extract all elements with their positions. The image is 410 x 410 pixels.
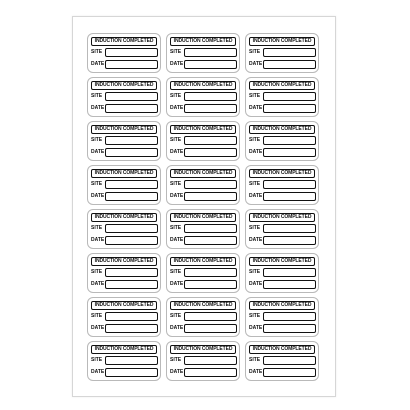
induction-label (87, 341, 161, 381)
date-row (91, 368, 158, 377)
label-title: INDUCTION COMPLETED (249, 301, 315, 310)
site-field[interactable] (184, 136, 237, 145)
label-title: INDUCTION COMPLETED (91, 257, 157, 266)
induction-label (87, 33, 161, 73)
site-field[interactable] (263, 180, 316, 189)
label-title: INDUCTION COMPLETED (249, 169, 315, 178)
date-label: DATE (91, 281, 105, 287)
site-field[interactable] (184, 48, 237, 57)
site-field[interactable] (105, 48, 158, 57)
label-title: INDUCTION COMPLETED (249, 345, 315, 354)
site-field[interactable] (105, 356, 158, 365)
site-row (91, 312, 158, 321)
site-label: SITE (170, 269, 182, 275)
site-field[interactable] (263, 48, 316, 57)
site-row (170, 312, 237, 321)
date-row (170, 236, 237, 245)
label-title: INDUCTION COMPLETED (91, 37, 157, 46)
date-label: DATE (91, 105, 105, 111)
label-title: INDUCTION COMPLETED (91, 169, 157, 178)
site-label: SITE (249, 137, 261, 143)
date-label: DATE (91, 61, 105, 67)
label-sheet (72, 16, 336, 397)
site-field[interactable] (105, 92, 158, 101)
site-row (249, 136, 316, 145)
date-field[interactable] (184, 324, 237, 333)
site-row (91, 136, 158, 145)
label-title: INDUCTION COMPLETED (91, 125, 157, 134)
date-field[interactable] (263, 236, 316, 245)
date-field[interactable] (105, 368, 158, 377)
date-row (91, 236, 158, 245)
date-field[interactable] (263, 192, 316, 201)
site-label: SITE (91, 313, 103, 319)
site-row (91, 224, 158, 233)
site-row (249, 312, 316, 321)
date-label: DATE (91, 193, 105, 199)
induction-label (87, 209, 161, 249)
site-field[interactable] (263, 356, 316, 365)
date-row (249, 368, 316, 377)
site-label: SITE (91, 225, 103, 231)
date-field[interactable] (263, 368, 316, 377)
date-label: DATE (170, 325, 184, 331)
date-row (170, 104, 237, 113)
site-field[interactable] (263, 92, 316, 101)
date-field[interactable] (184, 148, 237, 157)
date-field[interactable] (184, 280, 237, 289)
site-label: SITE (170, 93, 182, 99)
date-field[interactable] (184, 104, 237, 113)
site-row (170, 92, 237, 101)
site-row (249, 224, 316, 233)
site-field[interactable] (184, 224, 237, 233)
label-title: INDUCTION COMPLETED (170, 257, 236, 266)
date-row (249, 60, 316, 69)
site-field[interactable] (184, 312, 237, 321)
date-label: DATE (170, 105, 184, 111)
date-label: DATE (249, 105, 263, 111)
date-row (91, 148, 158, 157)
date-label: DATE (91, 149, 105, 155)
induction-label (245, 77, 319, 117)
induction-label (87, 121, 161, 161)
induction-label (245, 253, 319, 293)
site-row (170, 180, 237, 189)
label-title: INDUCTION COMPLETED (170, 81, 236, 90)
induction-label (87, 253, 161, 293)
label-title: INDUCTION COMPLETED (91, 301, 157, 310)
induction-label (166, 165, 240, 205)
date-row (249, 280, 316, 289)
induction-label (166, 77, 240, 117)
date-field[interactable] (263, 104, 316, 113)
date-label: DATE (170, 369, 184, 375)
induction-label (245, 209, 319, 249)
date-label: DATE (249, 325, 263, 331)
label-title: INDUCTION COMPLETED (170, 213, 236, 222)
date-row (170, 60, 237, 69)
date-label: DATE (249, 149, 263, 155)
site-field[interactable] (105, 224, 158, 233)
label-title: INDUCTION COMPLETED (170, 345, 236, 354)
date-field[interactable] (184, 236, 237, 245)
site-label: SITE (249, 181, 261, 187)
induction-label (166, 297, 240, 337)
label-title: INDUCTION COMPLETED (249, 125, 315, 134)
site-label: SITE (91, 137, 103, 143)
site-field[interactable] (184, 268, 237, 277)
induction-label (166, 121, 240, 161)
date-row (91, 324, 158, 333)
date-row (170, 280, 237, 289)
site-field[interactable] (105, 312, 158, 321)
site-label: SITE (91, 93, 103, 99)
site-field[interactable] (263, 268, 316, 277)
label-title: INDUCTION COMPLETED (249, 257, 315, 266)
induction-label (166, 253, 240, 293)
label-title: INDUCTION COMPLETED (249, 81, 315, 90)
date-label: DATE (170, 61, 184, 67)
site-row (249, 268, 316, 277)
site-field[interactable] (263, 224, 316, 233)
label-title: INDUCTION COMPLETED (170, 301, 236, 310)
site-label: SITE (249, 93, 261, 99)
label-title: INDUCTION COMPLETED (91, 213, 157, 222)
date-row (249, 236, 316, 245)
date-field[interactable] (105, 236, 158, 245)
site-row (170, 356, 237, 365)
date-field[interactable] (105, 280, 158, 289)
date-label: DATE (91, 369, 105, 375)
site-label: SITE (249, 357, 261, 363)
label-title: INDUCTION COMPLETED (91, 345, 157, 354)
label-title: INDUCTION COMPLETED (249, 37, 315, 46)
site-row (170, 136, 237, 145)
date-field[interactable] (263, 60, 316, 69)
site-label: SITE (170, 225, 182, 231)
date-row (170, 192, 237, 201)
site-row (249, 92, 316, 101)
site-label: SITE (170, 181, 182, 187)
date-label: DATE (249, 369, 263, 375)
label-title: INDUCTION COMPLETED (170, 125, 236, 134)
label-grid (87, 33, 319, 381)
date-field[interactable] (105, 60, 158, 69)
induction-label (87, 165, 161, 205)
induction-label (166, 341, 240, 381)
site-row (249, 180, 316, 189)
site-field[interactable] (184, 356, 237, 365)
site-label: SITE (170, 49, 182, 55)
date-label: DATE (170, 237, 184, 243)
site-field[interactable] (105, 268, 158, 277)
date-label: DATE (249, 193, 263, 199)
date-label: DATE (249, 61, 263, 67)
site-label: SITE (91, 269, 103, 275)
site-field[interactable] (105, 136, 158, 145)
date-field[interactable] (184, 60, 237, 69)
site-row (91, 180, 158, 189)
site-row (91, 268, 158, 277)
date-row (170, 368, 237, 377)
site-row (249, 48, 316, 57)
site-label: SITE (249, 269, 261, 275)
date-label: DATE (249, 281, 263, 287)
date-row (249, 104, 316, 113)
label-title: INDUCTION COMPLETED (249, 213, 315, 222)
site-row (249, 356, 316, 365)
date-field[interactable] (184, 192, 237, 201)
site-row (170, 48, 237, 57)
induction-label (166, 209, 240, 249)
date-row (91, 60, 158, 69)
induction-label (87, 297, 161, 337)
date-label: DATE (170, 281, 184, 287)
induction-label (245, 165, 319, 205)
site-field[interactable] (184, 92, 237, 101)
date-label: DATE (249, 237, 263, 243)
site-label: SITE (249, 313, 261, 319)
site-label: SITE (91, 49, 103, 55)
label-title: INDUCTION COMPLETED (170, 169, 236, 178)
induction-label (245, 297, 319, 337)
date-field[interactable] (105, 104, 158, 113)
label-title: INDUCTION COMPLETED (170, 37, 236, 46)
site-field[interactable] (263, 312, 316, 321)
date-field[interactable] (105, 148, 158, 157)
date-row (170, 324, 237, 333)
site-row (91, 48, 158, 57)
site-label: SITE (170, 357, 182, 363)
induction-label (166, 33, 240, 73)
site-label: SITE (170, 137, 182, 143)
date-field[interactable] (105, 192, 158, 201)
site-row (91, 356, 158, 365)
site-field[interactable] (105, 180, 158, 189)
date-field[interactable] (105, 324, 158, 333)
site-field[interactable] (184, 180, 237, 189)
date-field[interactable] (263, 324, 316, 333)
date-row (91, 192, 158, 201)
label-title: INDUCTION COMPLETED (91, 81, 157, 90)
date-row (249, 192, 316, 201)
date-row (91, 104, 158, 113)
site-row (91, 92, 158, 101)
induction-label (87, 77, 161, 117)
date-field[interactable] (263, 148, 316, 157)
date-label: DATE (91, 237, 105, 243)
site-label: SITE (249, 49, 261, 55)
site-label: SITE (249, 225, 261, 231)
site-label: SITE (170, 313, 182, 319)
site-label: SITE (91, 181, 103, 187)
induction-label (245, 121, 319, 161)
date-label: DATE (91, 325, 105, 331)
date-label: DATE (170, 193, 184, 199)
induction-label (245, 33, 319, 73)
induction-label (245, 341, 319, 381)
date-label: DATE (170, 149, 184, 155)
date-row (249, 324, 316, 333)
date-row (91, 280, 158, 289)
date-row (170, 148, 237, 157)
date-field[interactable] (263, 280, 316, 289)
date-row (249, 148, 316, 157)
date-field[interactable] (184, 368, 237, 377)
site-label: SITE (91, 357, 103, 363)
site-row (170, 268, 237, 277)
site-row (170, 224, 237, 233)
site-field[interactable] (263, 136, 316, 145)
